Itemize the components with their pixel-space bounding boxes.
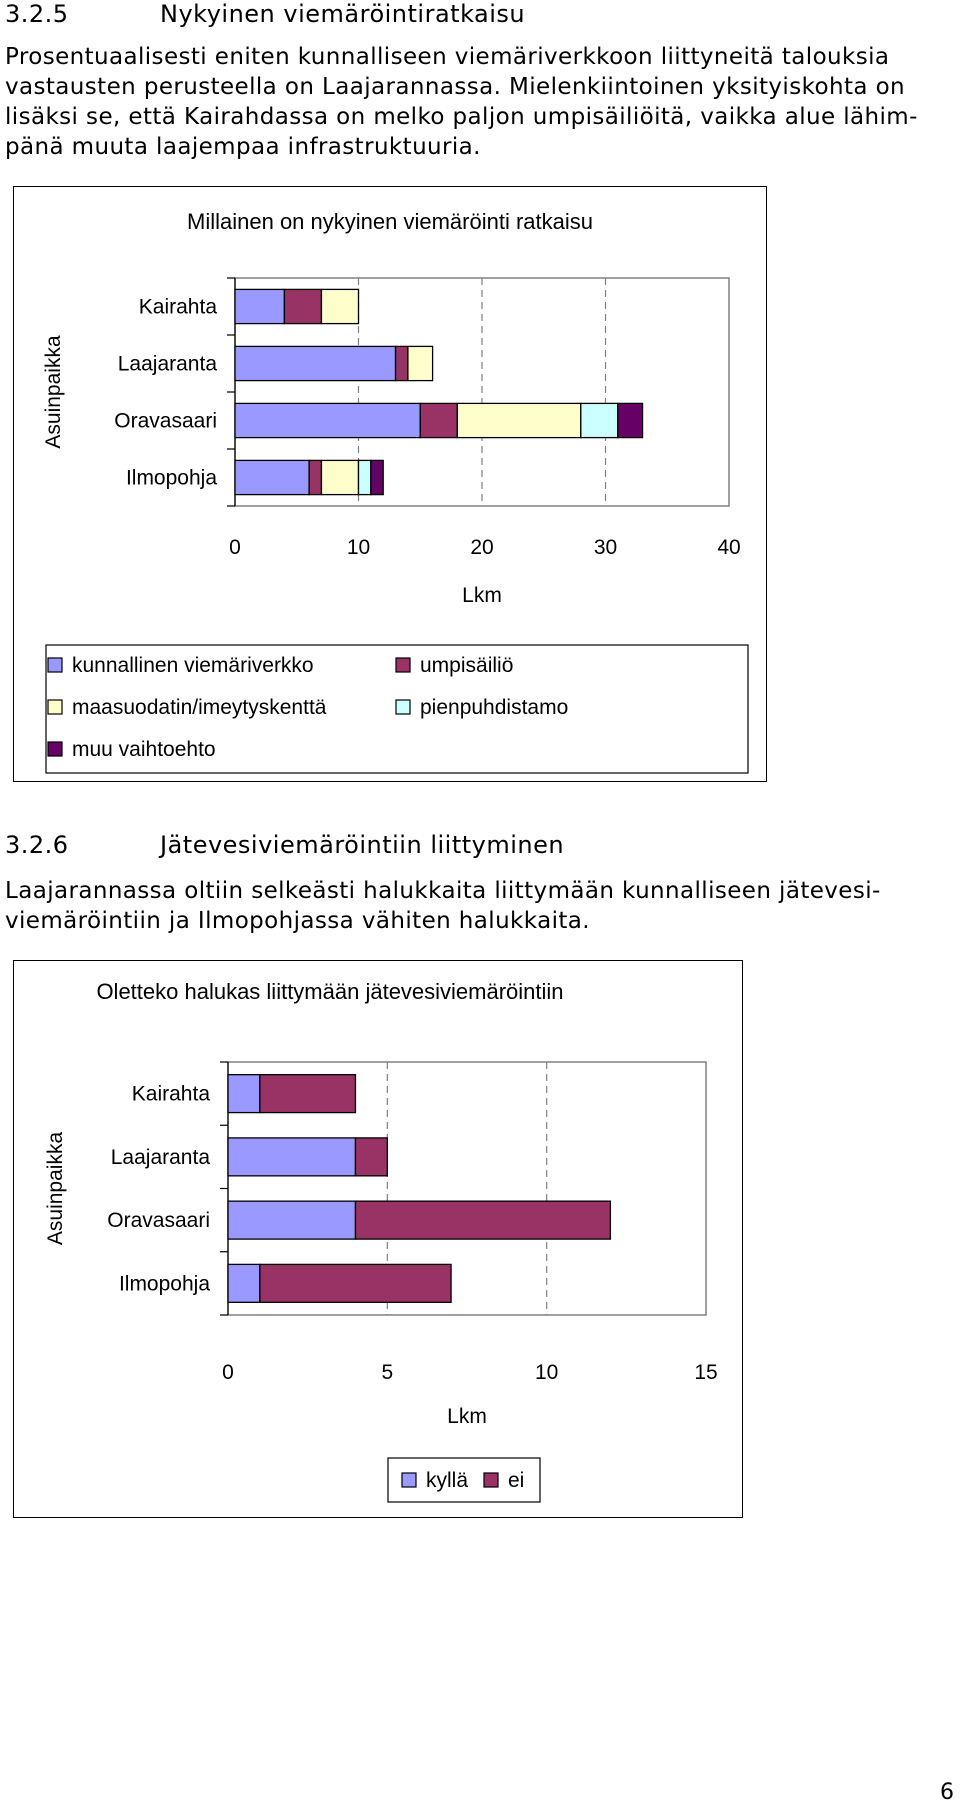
bar-segment [260, 1264, 451, 1302]
chart-title: Oletteko halukas liittymään jätevesiviemäröintiin [96, 979, 564, 1004]
bar-segment [371, 460, 383, 494]
chart-willingness-to-connect-svg [14, 961, 742, 1517]
bar-segment [260, 1075, 356, 1113]
category-label: Laajaranta [117, 352, 217, 376]
bar-segment [355, 1201, 610, 1239]
legend-swatch [48, 742, 62, 756]
bar-segment [408, 346, 433, 380]
bar-segment [235, 403, 420, 437]
bar-segment [284, 289, 321, 323]
legend-swatch [402, 1473, 416, 1487]
section-number: 3.2.6 [5, 831, 69, 859]
y-axis-label: Asuinpaikka [42, 335, 65, 449]
x-tick-label: 30 [593, 536, 618, 559]
category-label: Laajaranta [110, 1145, 210, 1169]
legend-swatch [48, 700, 62, 714]
section-number: 3.2.5 [5, 0, 69, 28]
chart-title: Millainen on nykyinen viemäröinti ratkaisu [187, 209, 593, 234]
bar-segment [309, 460, 321, 494]
x-tick-label: 10 [534, 1361, 559, 1384]
legend-label: pienpuhdistamo [420, 696, 569, 719]
x-tick-label: 0 [229, 536, 241, 559]
bar-segment [420, 403, 457, 437]
x-tick-label: 20 [470, 536, 494, 559]
legend-label: maasuodatin/imeytyskenttä [72, 696, 327, 719]
chart-current-sewerage-svg [14, 187, 766, 781]
paragraph-line: vastausten perusteella on Laajarannassa. Mielenkiintoinen yksityiskohta on [5, 74, 906, 100]
category-label: Kairahta [131, 1082, 210, 1106]
legend-swatch [484, 1473, 498, 1487]
bar-segment [618, 403, 643, 437]
bar-segment [359, 460, 371, 494]
legend-label: umpisäiliö [420, 654, 514, 677]
legend-label: ei [508, 1469, 525, 1492]
legend-swatch [396, 700, 410, 714]
section-paragraph-325 [5, 42, 940, 162]
x-tick-label: 10 [346, 536, 371, 559]
legend-swatch [48, 658, 62, 672]
bar-segment [228, 1264, 260, 1302]
legend-label: muu vaihtoehto [72, 738, 216, 761]
section-paragraph-326 [5, 876, 940, 936]
bar-segment [355, 1138, 387, 1176]
x-tick-label: 40 [717, 536, 741, 559]
bar-segment [235, 460, 309, 494]
x-axis-label: Lkm [462, 584, 502, 607]
x-tick-label: 15 [694, 1361, 718, 1384]
legend-label: kyllä [426, 1469, 469, 1492]
paragraph-line: pänä muuta laajempaa infrastruktuuria. [5, 134, 481, 160]
section-title: Nykyinen viemäröintiratkaisu [160, 0, 526, 28]
bar-segment [228, 1075, 260, 1113]
x-axis-label: Lkm [447, 1405, 487, 1428]
y-axis-label: Asuinpaikka [44, 1131, 67, 1246]
bar-segment [235, 346, 396, 380]
legend-label: kunnallinen viemäriverkko [72, 654, 314, 677]
category-label: Kairahta [138, 295, 217, 319]
bar-segment [235, 289, 284, 323]
section-heading-326 [5, 831, 905, 861]
chart-current-sewerage [13, 186, 767, 782]
bar-segment [396, 346, 408, 380]
bar-segment [321, 289, 358, 323]
chart-willingness-to-connect [13, 960, 743, 1518]
bar-segment [457, 403, 581, 437]
section-heading-325 [5, 0, 905, 30]
category-label: Ilmopohja [125, 466, 217, 490]
x-tick-label: 5 [381, 1361, 394, 1384]
bar-segment [228, 1138, 355, 1176]
bar-segment [321, 460, 358, 494]
category-label: Oravasaari [107, 1209, 210, 1233]
bar-segment [228, 1201, 355, 1239]
paragraph-line: Prosentuaalisesti eniten kunnalliseen viemäriverkkoon liittyneitä talouksia [5, 44, 890, 70]
section-title: Jätevesiviemäröintiin liittyminen [160, 831, 565, 859]
bar-segment [581, 403, 618, 437]
page-number: 6 [940, 1780, 954, 1805]
legend-swatch [396, 658, 410, 672]
category-label: Oravasaari [114, 409, 217, 433]
paragraph-line: lisäksi se, että Kairahdassa on melko paljon umpisäiliöitä, vaikka alue lähim- [5, 104, 918, 130]
x-tick-label: 0 [222, 1361, 234, 1384]
paragraph-line: Laajarannassa oltiin selkeästi halukkaita liittymään kunnalliseen jätevesi- [5, 878, 881, 904]
paragraph-line: viemäröintiin ja Ilmopohjassa vähiten halukkaita. [5, 908, 590, 934]
category-label: Ilmopohja [118, 1272, 210, 1296]
